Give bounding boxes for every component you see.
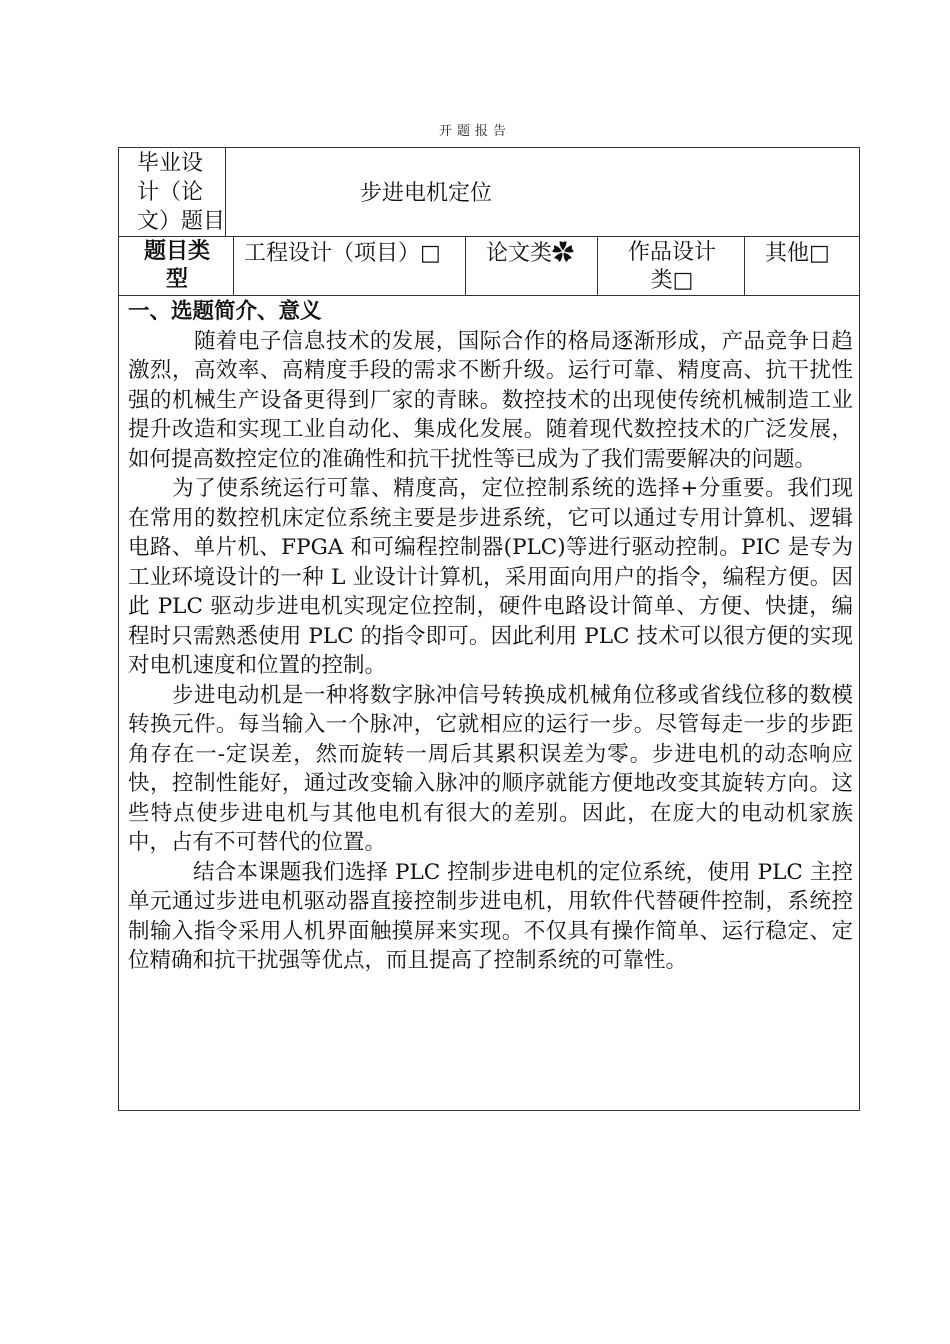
- paragraph-1: 随着电子信息技术的发展，国际合作的格局逐渐形成，产品竞争日趋激烈，高效率、高精度手段的需求不断升级。运行可靠、精度高、抗干扰性强的机械生产设备更得到厂家的青睐。数控技术的出现使传统机械制造工业提升改造和实现工业自动化、集成化发展。随着现代数控技术的广泛发展，如何提高数控定位的准确性和抗干扰性等已成为了我们需要解决的问题。: [128, 328, 853, 472]
- title-label-line-3: 文）题目: [137, 209, 226, 234]
- type-work-cell[interactable]: [597, 236, 745, 296]
- type-thesis-cell[interactable]: [465, 236, 598, 296]
- paragraph-2: 为了使系统运行可靠、精度高，定位控制系统的选择+分重要。我们现在常用的数控机床定位系统主要是步进系统，它可以通过专用计算机、逻辑电路、单片机、FPGA 和可编程控制器(PLC)等进行驱动控制。PIC 是专为工业环境设计的一种 L 业设计计算机，采用面向用户的指令，编程方便。因此 PLC 驱动步进电机实现定位控制，硬件电路设计简单、方便、快捷，编程时只需熟悉使用 PLC 的指令即可。因此利用 PLC 技术可以很方便的实现对电机速度和位置的控制。: [128, 476, 853, 678]
- paragraph-3: 步进电动机是一种将数字脉冲信号转换成机械角位移或省线位移的数模转换元件。每当输入一个脉冲，它就相应的运行一步。尽管每走一步的步距角存在一-定误差，然而旋转一周后其累积误差为零。步进电机的动态响应快，控制性能好，通过改变输入脉冲的顺序就能方便地改变其旋转方向。这些特点使步进电机与其他电机有很大的差别。因此，在庞大的电动机家族中，占有不可替代的位置。: [128, 682, 853, 855]
- title-value-cell: [225, 147, 860, 237]
- type-label-cell: [118, 236, 234, 296]
- type-label-line-2: 型: [165, 266, 188, 292]
- section-heading: 一、选题简介、意义: [128, 299, 322, 324]
- title-label-line-2: 计（论: [137, 180, 204, 205]
- type-engineering-cell[interactable]: [233, 236, 466, 296]
- section-body: [128, 297, 853, 976]
- type-other-cell[interactable]: [744, 236, 860, 296]
- title-label-cell: [118, 147, 226, 237]
- type-engineering-option[interactable]: 工程设计（项目）□: [244, 241, 441, 266]
- paragraph-4: 结合本课题我们选择 PLC 控制步进电机的定位系统，使用 PLC 主控单元通过步进电机驱动器直接控制步进电机，用软件代替硬件控制，系统控制输入指令采用人机界面触摸屏来实现。不仅具有操作简单、运行稳定、定位精确和抗干扰强等优点，而且提高了控制系统的可靠性。: [128, 859, 853, 973]
- type-label-line-1: 题目类: [143, 238, 210, 264]
- title-label-line-1: 毕业设: [137, 151, 204, 176]
- project-title: 步进电机定位: [360, 181, 493, 206]
- type-thesis-option[interactable]: 论文类✿: [486, 241, 575, 266]
- page-header: 开题报告: [438, 124, 511, 139]
- type-work-line-2[interactable]: 类□: [650, 268, 694, 293]
- type-work-line-1[interactable]: 作品设计: [627, 240, 716, 265]
- type-other-option[interactable]: 其他□: [765, 241, 830, 266]
